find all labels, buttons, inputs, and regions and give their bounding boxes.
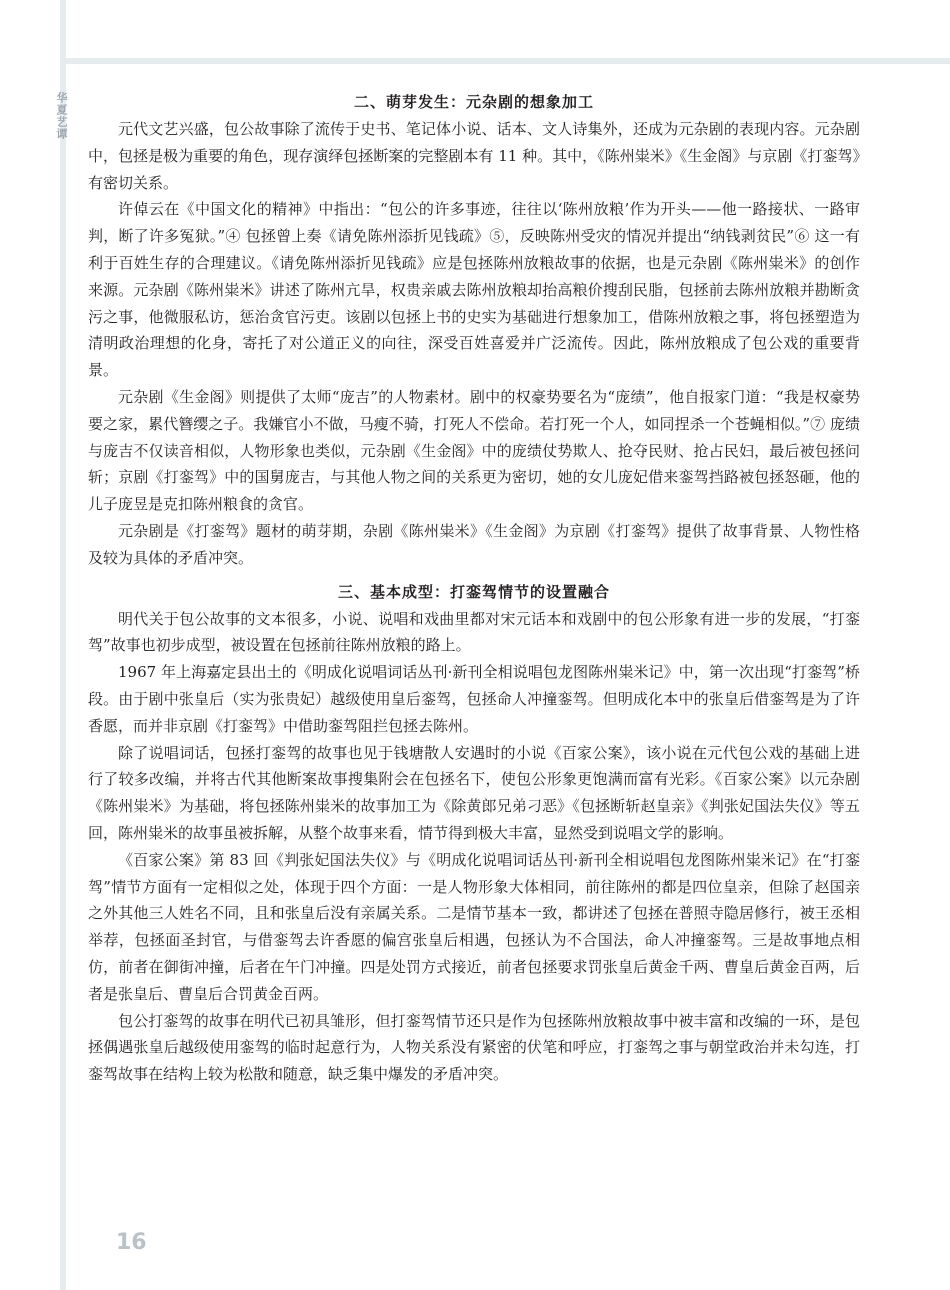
paragraph: 许倬云在《中国文化的精神》中指出：“包公的许多事迹，往往以‘陈州放粮’作为开头——他一路接状、一路审判，断了许多冤狱。”④ 包拯曾上奏《请免陈州添折见钱疏》⑤，反映陈州受灾的情况并提出“纳钱剥贫民”⑥ 这一有利于百姓生存的合理建议。《请免陈州添折见钱疏》应是包拯陈州放粮故事的依据，也是元杂剧《陈州粜米》的创作来源。元杂剧《陈州粜米》讲述了陈州亢旱，权贵亲戚去陈州放粮却抬高粮价搜刮民脂，包拯前去陈州放粮并勘断贪污之事，他微服私访，惩治贪官污吏。该剧以包拯上书的史实为基础进行想象加工，借陈州放粮之事，将包拯塑造为清明政治理想的化身，寄托了对公道正义的向往，深受百姓喜爱并广泛流传。因此，陈州放粮成了包公戏的重要背景。 bbox=[88, 200, 860, 380]
section-heading: 二、萌芽发生：元杂剧的想象加工 bbox=[353, 93, 594, 111]
paragraph: 元代文艺兴盛，包公故事除了流传于史书、笔记体小说、话本、文人诗集外，还成为元杂剧的表现内容。元杂剧中，包拯是极为重要的角色，现存演绎包拯断案的完整剧本有 11 种。其中，《陈州粜米》《生金阁》与京剧《打銮驾》有密切关系。 bbox=[88, 120, 860, 192]
paragraph: 元杂剧是《打銮驾》题材的萌芽期，杂剧《陈州粜米》《生金阁》为京剧《打銮驾》提供了故事背景、人物性格及较为具体的矛盾冲突。 bbox=[88, 521, 860, 567]
magazine-name: 华夏艺谭 bbox=[55, 92, 68, 140]
article-body bbox=[88, 88, 860, 1088]
paragraph: 包公打銮驾的故事在明代已初具雏形，但打銮驾情节还只是作为包拯陈州放粮故事中被丰富和改编的一环，是包拯偶遇张皇后越级使用銮驾的临时起意行为，人物关系没有紧密的伏笔和呼应，打銮驾之事与朝堂政治并未勾连，打銮驾故事在结构上较为松散和随意，缺乏集中爆发的矛盾冲突。 bbox=[88, 1011, 860, 1084]
top-rule bbox=[60, 58, 950, 64]
paragraph: 元杂剧《生金阁》则提供了太师“庞吉”的人物素材。剧中的权豪势要名为“庞绩”，他自报家门道：“我是权豪势要之家，累代簪缨之子。我嫌官小不做，马瘦不骑，打死人不偿命。若打死一个人，如同捏杀一个苍蝇相似。”⑦ 庞绩与庞吉不仅读音相似，人物形象也类似，元杂剧《生金阁》中的庞绩仗势欺人、抢夺民财、抢占民妇，最后被包拯问斩；京剧《打銮驾》中的国舅庞吉，与其他人物之间的关系更为密切，她的女儿庞妃借来銮驾挡路被包拯怒砸，他的儿子庞昱是克扣陈州粮食的贪官。 bbox=[88, 387, 860, 514]
page-number: 16 bbox=[116, 1230, 147, 1255]
paragraph: 明代关于包公故事的文本很多，小说、说唱和戏曲里都对宋元话本和戏剧中的包公形象有进一步的发展，“打銮驾”故事也初步成型，被设置在包拯前往陈州放粮的路上。 bbox=[88, 609, 860, 655]
paragraph: 除了说唱词话，包拯打銮驾的故事也见于钱塘散人安遇时的小说《百家公案》，该小说在元代包公戏的基础上进行了较多改编，并将古代其他断案故事搜集附会在包拯名下，使包公形象更饱满而富有光彩。《百家公案》以元杂剧《陈州粜米》为基础，将包拯陈州粜米的故事加工为《除黄郎兄弟刁恶》《包拯断斩赵皇亲》《判张妃国法失仪》等五回，陈州粜米的故事虽被拆解，从整个故事来看，情节得到极大丰富，显然受到说唱文学的影响。 bbox=[88, 743, 860, 842]
paragraph: 1967 年上海嘉定县出土的《明成化说唱词话丛刊·新刊全相说唱包龙图陈州粜米记》中，第一次出现“打銮驾”桥段。由于剧中张皇后（实为张贵妃）越级使用皇后銮驾，包拯命人冲撞銮驾。但明成化本中的张皇后借銮驾是为了许香愿，而并非京剧《打銮驾》中借助銮驾阻拦包拯去陈州。 bbox=[88, 663, 860, 735]
section-heading: 三、基本成型：打銮驾情节的设置融合 bbox=[337, 582, 610, 601]
left-margin-rail bbox=[0, 0, 66, 1290]
paragraph: 《百家公案》第 83 回《判张妃国法失仪》与《明成化说唱词话丛刊·新刊全相说唱包龙图陈州粜米记》在“打銮驾”情节方面有一定相似之处，体现于四个方面：一是人物形象大体相同，前往陈州的都是四位皇亲，但除了赵国亲之外其他三人姓名不同，且和张皇后没有亲属关系。二是情节基本一致，都讲述了包拯在普照寺隐居修行，被王丞相举荐，包拯面圣封官，与借銮驾去许香愿的偏宫张皇后相遇，包拯认为不合国法，命人冲撞銮驾。三是故事地点相仿，前者在御街冲撞，后者在午门冲撞。四是处罚方式接近，前者包拯要求罚张皇后黄金千两、曹皇后黄金百两，后者是张皇后、曹皇后合罚黄金百两。 bbox=[88, 850, 860, 1003]
vertical-rule bbox=[60, 0, 66, 1290]
